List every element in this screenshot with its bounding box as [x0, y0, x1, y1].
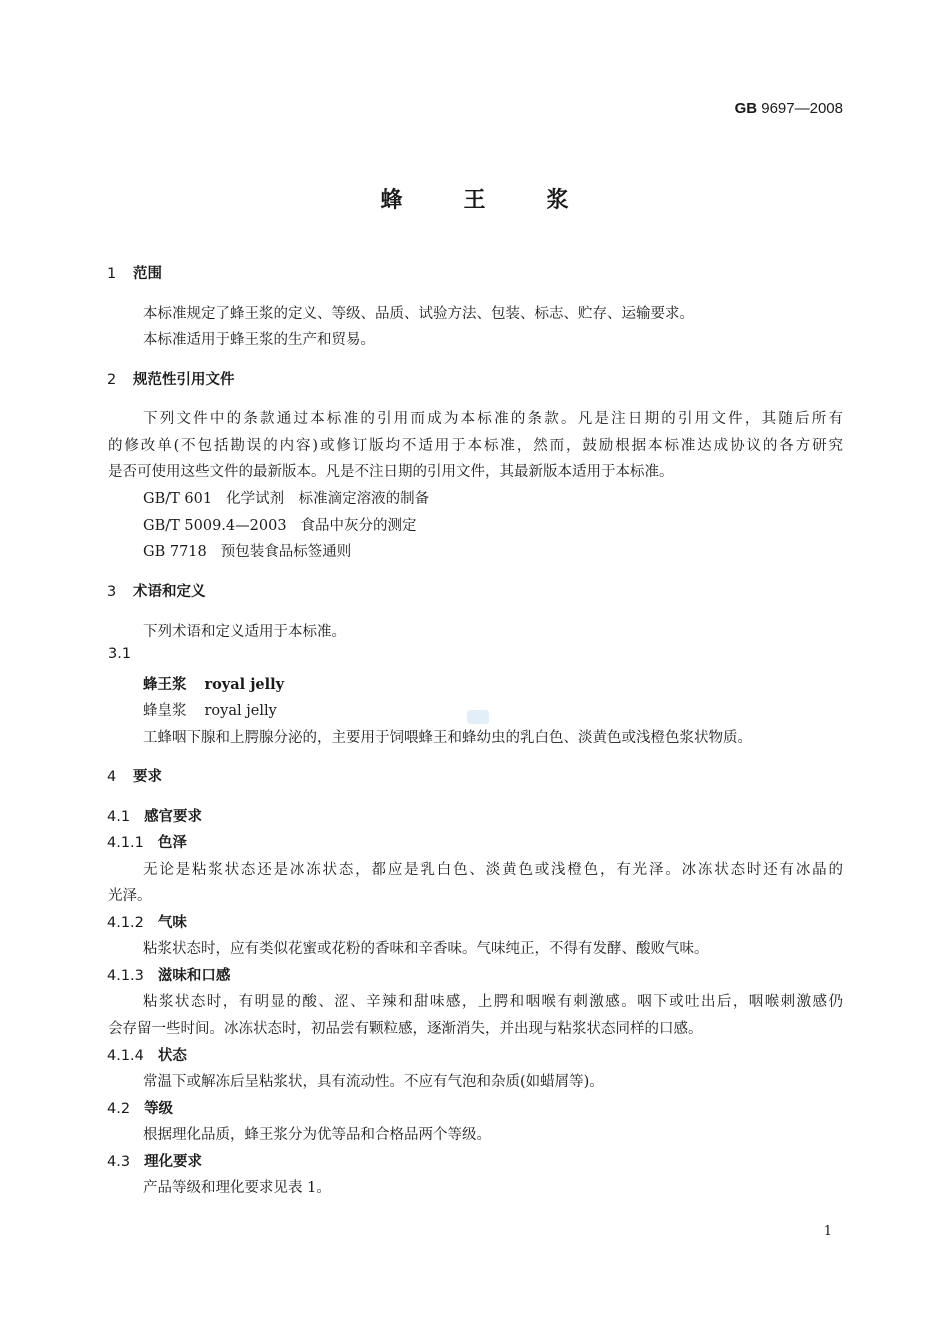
term-english: royal jelly	[204, 676, 285, 693]
reference-code: GB/T 5009.4—2003	[143, 518, 287, 534]
clause-number: 4.1.2	[107, 915, 144, 931]
clause-4-1-heading	[107, 805, 202, 826]
clause-number: 4.3	[107, 1154, 131, 1170]
section-4-heading	[107, 765, 162, 786]
paragraph: 根据理化品质，蜂王浆分为优等品和合格品两个等级。	[143, 1127, 491, 1143]
section-number: 4	[107, 769, 117, 785]
clause-number: 4.2	[107, 1101, 131, 1117]
standard-code	[735, 100, 843, 117]
clause-title: 理化要求	[144, 1154, 203, 1170]
section-title: 范围	[133, 266, 162, 282]
section-title: 要求	[133, 769, 162, 785]
section-2-heading	[107, 368, 235, 389]
term-entry	[143, 673, 284, 694]
title-char: 浆	[546, 187, 570, 213]
paragraph-line: 光泽。	[108, 888, 152, 904]
reference-item	[143, 540, 351, 561]
section-1-heading	[107, 262, 162, 283]
clause-4-1-1-heading	[107, 831, 187, 852]
reference-item	[143, 514, 417, 535]
clause-4-1-2-heading	[107, 911, 187, 932]
paragraph-line: 无论是粘浆状态还是冰冻状态，都应是乳白色、淡黄色或浅橙色，有光泽。冰冻状态时还有冰晶的	[143, 862, 843, 878]
clause-title: 色泽	[157, 835, 187, 851]
term-definition: 工蜂咽下腺和上腭腺分泌的，主要用于饲喂蜂王和蜂幼虫的乳白色、淡黄色或浅橙色浆状物质。	[143, 730, 752, 746]
section-title: 规范性引用文件	[133, 372, 235, 388]
paragraph-line: 是否可使用这些文件的最新版本。凡是不注日期的引用文件，其最新版本适用于本标准。	[108, 464, 674, 480]
synonym-chinese: 蜂皇浆	[143, 703, 187, 719]
section-title: 术语和定义	[133, 584, 206, 600]
page-number: 1	[823, 1224, 832, 1239]
clause-number: 4.1.4	[107, 1048, 144, 1064]
title-char: 王	[463, 187, 487, 213]
section-3-heading	[107, 580, 206, 601]
reference-name: 食品中灰分的测定	[300, 518, 417, 534]
clause-number: 4.1.1	[107, 835, 144, 851]
paragraph-line: 下列文件中的条款通过本标准的引用而成为本标准的条款。凡是注日期的引用文件，其随后所有	[143, 411, 843, 427]
paragraph: 本标准适用于蜂王浆的生产和贸易。	[143, 332, 375, 348]
standard-prefix: GB	[734, 100, 758, 117]
paragraph: 本标准规定了蜂王浆的定义、等级、品质、试验方法、包装、标志、贮存、运输要求。	[143, 306, 694, 322]
page-title	[0, 183, 950, 214]
clause-number: 3.1	[108, 646, 132, 662]
clause-title: 滋味和口感	[157, 968, 231, 984]
clause-title: 状态	[157, 1048, 187, 1064]
synonym-english: royal jelly	[204, 703, 277, 719]
clause-title: 等级	[144, 1101, 174, 1117]
clause-title: 感官要求	[144, 809, 203, 825]
clause-number: 4.1.3	[107, 968, 144, 984]
term-synonym	[143, 699, 277, 720]
section-number: 1	[107, 266, 117, 282]
paragraph-line: 粘浆状态时，有明显的酸、涩、辛辣和甜味感，上腭和咽喉有刺激感。咽下或吐出后，咽喉刺激感仍	[143, 994, 843, 1010]
reference-name: 化学试剂 标准滴定溶液的制备	[226, 491, 430, 507]
clause-number: 4.1	[107, 809, 131, 825]
paragraph: 产品等级和理化要求见表 1。	[143, 1180, 331, 1196]
reference-code: GB/T 601	[143, 491, 213, 507]
standard-number: 9697—2008	[761, 100, 843, 117]
reference-code: GB 7718	[143, 544, 207, 560]
term-chinese: 蜂王浆	[143, 676, 187, 693]
clause-4-1-3-heading	[107, 964, 230, 985]
clause-4-1-4-heading	[107, 1044, 187, 1065]
reference-name: 预包装食品标签通则	[220, 544, 352, 560]
paragraph-line: 会存留一些时间。冰冻状态时，初品尝有颗粒感，逐渐消失，并出现与粘浆状态同样的口感。	[108, 1021, 703, 1037]
title-char: 蜂	[380, 187, 404, 213]
watermark-logo	[467, 710, 489, 724]
clause-4-2-heading	[107, 1097, 173, 1118]
paragraph: 粘浆状态时，应有类似花蜜或花粉的香味和辛香味。气味纯正，不得有发酵、酸败气味。	[143, 941, 709, 957]
section-number: 2	[107, 372, 117, 388]
clause-title: 气味	[157, 915, 187, 931]
paragraph: 下列术语和定义适用于本标准。	[143, 624, 346, 640]
reference-item	[143, 487, 429, 508]
clause-4-3-heading	[107, 1150, 202, 1171]
paragraph-line: 的修改单(不包括勘误的内容)或修订版均不适用于本标准，然而，鼓励根据本标准达成协议的各方研究	[108, 438, 843, 454]
paragraph: 常温下或解冻后呈粘浆状，具有流动性。不应有气泡和杂质(如蜡屑等)。	[143, 1074, 604, 1090]
section-number: 3	[107, 584, 117, 600]
